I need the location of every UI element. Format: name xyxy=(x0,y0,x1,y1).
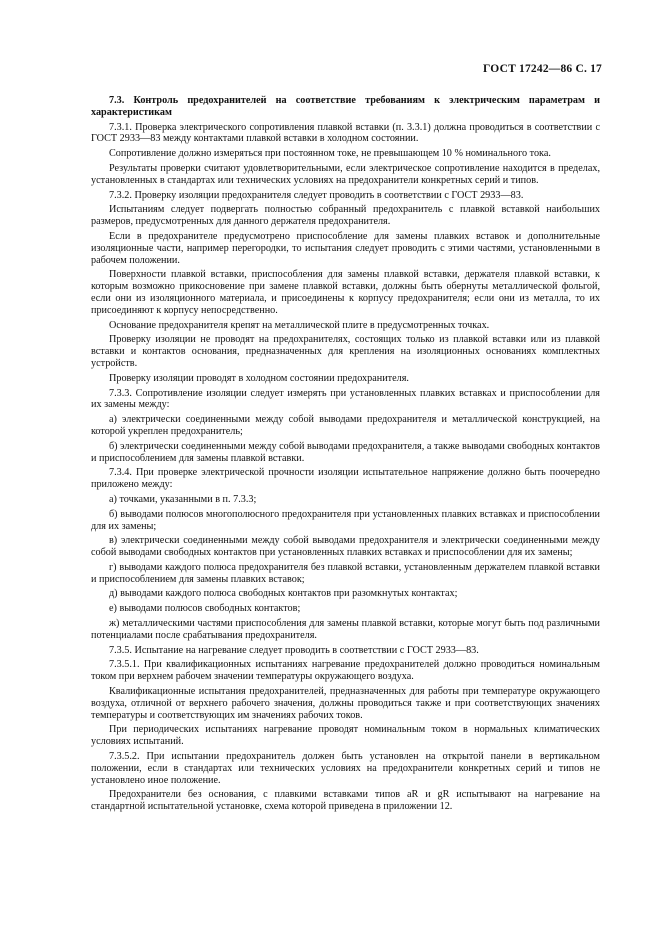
list-item: в) электрически соединенными между собой выводами предохранителя и электрически соединенными между собой выводами свободных контактов при установленных плавких вставках и приспособлении для их замены; xyxy=(91,535,600,559)
paragraph-7-3-4: 7.3.4. При проверке электрической прочности изоляции испытательное напряжение должно быть поочередно приложено между: xyxy=(91,467,600,491)
list-item: б) электрически соединенными между собой выводами предохранителя, а также выводами свободных контактов и приспособлением для замены плавкой вставки. xyxy=(91,440,600,464)
paragraph-7-3-5-2: 7.3.5.2. При испытании предохранитель должен быть установлен на открытой панели в вертикальном положении, если в стандартах или технических условиях на предохранители конкретных серий и типов не установлено иное положение. xyxy=(91,751,600,786)
paragraph-7-3-5: 7.3.5. Испытание на нагревание следует проводить в соответствии с ГОСТ 2933—83. xyxy=(109,644,479,656)
paragraph: Предохранители без основания, с плавкими вставками типов aR и gR испытывают на нагревание на стандартной испытательной установке, схема которой приведена в приложении 12. xyxy=(91,789,600,813)
paragraph: Проверку изоляции проводят в холодном состоянии предохранителя. xyxy=(109,372,409,384)
paragraph: Поверхности плавкой вставки, приспособления для замены плавкой вставки, держателя плавкой вставки, к которым возможно прикосновение при замене плавкой вставки, должны быть обернуты металлической фольгой, если они из изоляционного материала, и присоединены к корпусу предохранителя; если они из металла, то их присоединяют к корпусу непосредственно. xyxy=(91,269,600,316)
paragraph: Сопротивление должно измеряться при постоянном токе, не превышающем 10 % номинального тока. xyxy=(109,148,551,160)
list-item: г) выводами каждого полюса предохранителя без плавкой вставки, установленным держателем плавкой вставки и приспособлением для замены плавких вставок; xyxy=(91,561,600,585)
list-item: е) выводами полюсов свободных контактов; xyxy=(109,603,301,615)
section-heading: 7.3. Контроль предохранителей на соответствие требованиям к электрическим параметрам и характеристикам xyxy=(91,95,600,118)
paragraph-7-3-3: 7.3.3. Сопротивление изоляции следует измерять при установленных плавких вставках и приспособлении для их замены между: xyxy=(91,387,600,411)
paragraph-7-3-2: 7.3.2. Проверку изоляции предохранителя следует проводить в соответствии с ГОСТ 2933—83. xyxy=(109,189,524,201)
paragraph: Испытаниям следует подвергать полностью собранный предохранитель с плавкой вставкой наибольших размеров, предусмотренных для данного держателя предохранителя. xyxy=(91,204,600,228)
list-item: ж) металлическими частями приспособления для замены плавкой вставки, которые могут быть под различными потенциалами после срабатывания предохранителя. xyxy=(91,618,600,641)
list-item: д) выводами каждого полюса свободных контактов при разомкнутых контактах; xyxy=(109,588,458,600)
list-item: а) электрически соединенными между собой выводами предохранителя и металлической конструкцией, на которой укреплен предохранитель; xyxy=(91,414,600,437)
paragraph-7-3-1: 7.3.1. Проверка электрического сопротивления плавкой вставки (п. 3.3.1) должна проводиться в соответствии с ГОСТ 2933—83 между контактами плавкой вставки в холодном состоянии. xyxy=(91,121,600,145)
paragraph: Результаты проверки считают удовлетворительными, если электрическое сопротивление находится в пределах, установленных в стандартах или технических условиях на предохранители конкретных серий и типов. xyxy=(91,162,600,186)
paragraph-7-3-5-1: 7.3.5.1. При квалификационных испытаниях нагревание предохранителей должно проводиться номинальным током при верхнем рабочем значении температуры окружающего воздуха. xyxy=(91,659,600,683)
list-item: б) выводами полюсов многополюсного предохранителя при установленных плавких вставках и приспособлении для их замены; xyxy=(91,508,600,532)
section-body xyxy=(91,95,600,816)
page-header: ГОСТ 17242—86 С. 17 xyxy=(483,63,602,75)
paragraph: Проверку изоляции не проводят на предохранителях, состоящих только из плавкой вставки или из плавкой вставки и контактов основания, предназначенных для крепления на изоляционных основаниях комплектных устройств. xyxy=(91,334,600,369)
paragraph: При периодических испытаниях нагревание проводят номинальным током в нормальных климатических условиях испытаний. xyxy=(91,724,600,748)
paragraph: Квалификационные испытания предохранителей, предназначенных для работы при температуре окружающего воздуха, отличной от верхнего рабочего значения, должны проводиться также и при соответствующих значениях температуры и соответствующих им значениях рабочих токов. xyxy=(91,686,600,721)
paragraph: Если в предохранителе предусмотрено приспособление для замены плавких вставок и дополнительные изоляционные части, например перегородки, то испытания следует проводить с этими частями, установленными в рабочем положении. xyxy=(91,230,600,266)
list-item: а) точками, указанными в п. 7.3.3; xyxy=(109,493,257,505)
paragraph: Основание предохранителя крепят на металлической плите в предусмотренных точках. xyxy=(109,319,490,331)
